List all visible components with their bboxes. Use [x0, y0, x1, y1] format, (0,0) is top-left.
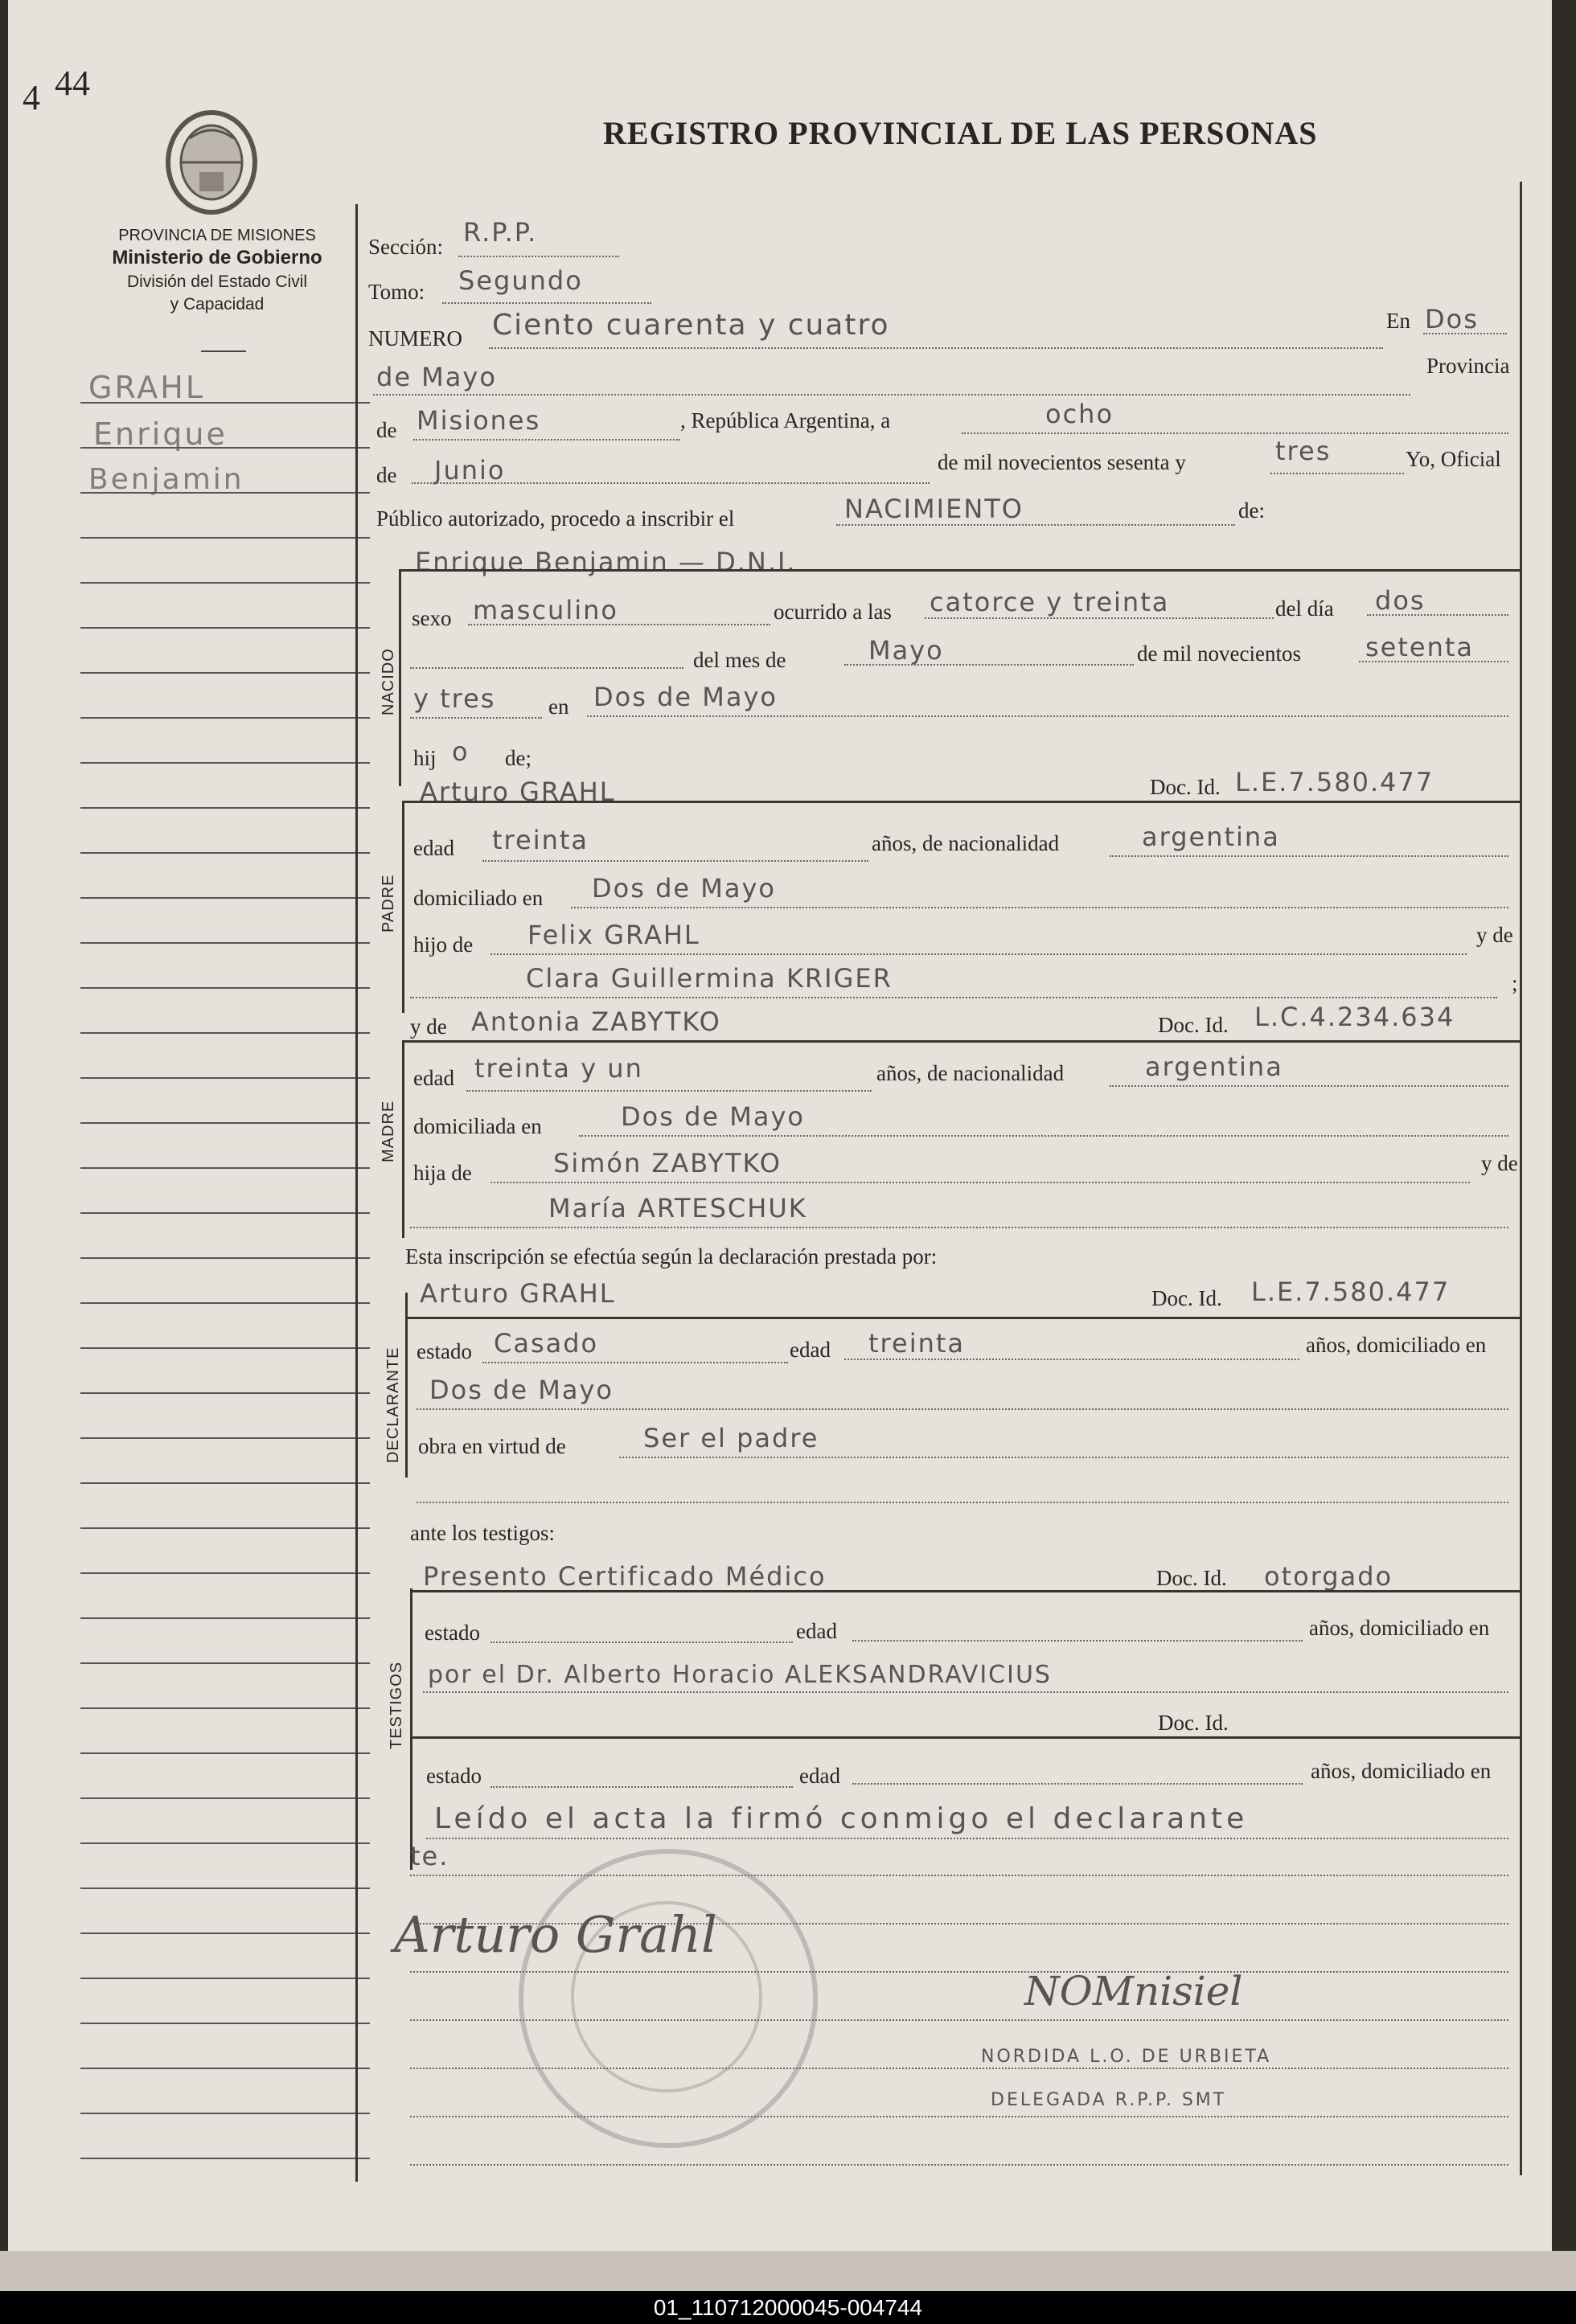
tomo-value: Segundo	[458, 265, 583, 296]
provincia-value: Misiones	[417, 405, 541, 436]
decl-doc-label: Doc. Id.	[1151, 1286, 1222, 1310]
madre-dom-label: domiciliada en	[413, 1114, 542, 1138]
cierre-line2-value: te.	[410, 1841, 449, 1871]
hij-label: hij	[413, 746, 437, 770]
padre-semicolon: ;	[1512, 971, 1518, 995]
dia-value: ocho	[1045, 399, 1114, 429]
declarante-side-label: DECLARANTE	[384, 1346, 402, 1463]
coat-of-arms-icon	[158, 106, 265, 219]
testigo2-estado-label: estado	[426, 1764, 482, 1788]
madre-y-de-label: y de	[410, 1014, 447, 1039]
anio-nac-1-value: setenta	[1365, 632, 1475, 662]
de-semicolon-label: de;	[505, 746, 531, 770]
nombre-value: Enrique Benjamin — D.N.I.	[415, 547, 797, 577]
decl-estado-value: Casado	[494, 1328, 599, 1359]
madre-y-de-end-label: y de	[1481, 1151, 1518, 1175]
page-title: REGISTRO PROVINCIAL DE LAS PERSONAS	[603, 115, 1318, 151]
hora-value: catorce y treinta	[930, 587, 1170, 617]
padre-edad-value: treinta	[492, 825, 589, 855]
seccion-label: Sección:	[368, 235, 443, 259]
del-mes-label: del mes de	[693, 648, 786, 672]
anio-value: tres	[1275, 436, 1332, 466]
lugar-cont-value: de Mayo	[376, 362, 497, 392]
testigos-bracket	[410, 1588, 412, 1870]
testigo2-edad-label: edad	[799, 1764, 840, 1788]
en-value: Dos	[1425, 304, 1479, 334]
page-edge	[0, 2251, 1576, 2291]
decl-estado-label: estado	[417, 1339, 472, 1363]
acto-value: NACIMIENTO	[844, 494, 1024, 524]
madre-hija-label: hija de	[413, 1161, 472, 1185]
madre-dom-value: Dos de Mayo	[621, 1101, 805, 1132]
testigos-label: ante los testigos:	[410, 1521, 555, 1545]
nacido-side-label: NACIDO	[380, 648, 397, 715]
padre-padre-value: Felix GRAHL	[527, 920, 700, 950]
cierre-line1-value: Leído el acta la firmó conmigo el declarante	[434, 1802, 1249, 1835]
decl-dom-value: Dos de Mayo	[429, 1375, 614, 1405]
letterhead-ministry: Ministerio de Gobierno	[112, 247, 322, 268]
lugar-nac-value: Dos de Mayo	[593, 682, 778, 712]
padre-side-label: PADRE	[380, 874, 397, 932]
letterhead-province: PROVINCIA DE MISIONES	[118, 227, 316, 244]
declaracion-label: Esta inscripción se efectúa según la declaración prestada por:	[405, 1244, 938, 1269]
margin-second-name: Benjamin	[88, 463, 244, 496]
madre-edad-label: edad	[413, 1066, 454, 1090]
testigo1-doc-label: Doc. Id.	[1156, 1566, 1227, 1590]
declarante-signature: Arturo Grahl	[394, 1905, 717, 1964]
obra-label: obra en virtud de	[418, 1434, 566, 1458]
de-label-2: de	[376, 463, 397, 487]
margin-surname: GRAHL	[88, 370, 206, 405]
decl-edad-value: treinta	[868, 1328, 966, 1359]
padre-nac-value: argentina	[1142, 822, 1280, 852]
testigo1-edad-label: edad	[796, 1619, 837, 1643]
padre-doc-value: L.E.7.580.477	[1235, 767, 1434, 797]
numero-label: NUMERO	[368, 326, 463, 350]
testigo1-value: Presento Certificado Médico	[423, 1561, 827, 1592]
footer-code: 01_110712000045-004744	[0, 2291, 1576, 2324]
padre-anos-label: años, de nacionalidad	[872, 831, 1060, 855]
obra-value: Ser el padre	[643, 1423, 819, 1453]
testigo1-anos-label: años, domiciliado en	[1309, 1616, 1490, 1640]
testigo1-doc-value: otorgado	[1264, 1561, 1393, 1592]
letterhead-division: División del Estado Civil	[126, 273, 308, 291]
testigo2-anos-label: años, domiciliado en	[1311, 1759, 1492, 1783]
madre-nac-value: argentina	[1145, 1051, 1283, 1082]
madre-doc-value: L.C.4.234.634	[1254, 1002, 1455, 1032]
certificate-page	[8, 0, 1552, 2251]
en-label: En	[1386, 309, 1410, 333]
sexo-value: masculino	[473, 595, 618, 625]
mes-value: Junio	[434, 455, 506, 486]
madre-nombre-value: Antonia ZABYTKO	[471, 1006, 721, 1037]
padre-hijo-label: hijo de	[413, 932, 474, 957]
decl-doc-value: L.E.7.580.477	[1251, 1277, 1451, 1307]
testigo1-cont-value: por el Dr. Alberto Horacio ALEKSANDRAVICIUS	[428, 1661, 1052, 1689]
madre-edad-value: treinta y un	[474, 1053, 643, 1084]
madre-bracket	[402, 1040, 404, 1238]
oficial-signature: NOMnisiel	[1024, 1968, 1243, 2015]
nacido-bracket	[399, 569, 401, 786]
padre-bracket	[402, 801, 404, 1013]
ocurrido-label: ocurrido a las	[774, 600, 892, 624]
republica-label: , República Argentina, a	[680, 408, 891, 432]
provincia-label: Provincia	[1426, 354, 1510, 378]
testigo1-estado-label: estado	[425, 1621, 480, 1645]
letterhead-rule	[201, 350, 246, 352]
mil-sesenta-label: de mil novecientos sesenta y	[938, 450, 1186, 474]
numero-value: Ciento cuarenta y cuatro	[492, 309, 890, 342]
dia-nac-value: dos	[1375, 585, 1426, 616]
madre-padre-value: Simón ZABYTKO	[553, 1148, 782, 1178]
padre-y-de-label: y de	[1476, 923, 1513, 947]
declarante-bracket	[405, 1293, 408, 1478]
oficial-cargo: DELEGADA R.P.P. SMT	[991, 2090, 1227, 2110]
seccion-value: R.P.P.	[463, 217, 538, 248]
publico-label: Público autorizado, procedo a inscribir el	[376, 506, 735, 531]
anio-nac-2-value: y tres	[413, 683, 496, 714]
de-colon-label: de:	[1238, 498, 1265, 523]
madre-side-label: MADRE	[380, 1100, 397, 1162]
decl-nombre-value: Arturo GRAHL	[420, 1278, 616, 1309]
testigos-side-label: TESTIGOS	[388, 1661, 405, 1749]
oficial-nombre: NORDIDA L.O. DE URBIETA	[981, 2047, 1272, 2067]
padre-madre-value: Clara Guillermina KRIGER	[526, 963, 893, 994]
letterhead-capacity: y Capacidad	[170, 295, 265, 314]
madre-madre-value: María ARTESCHUK	[548, 1193, 807, 1223]
testigo2-doc-label: Doc. Id.	[1158, 1711, 1229, 1735]
hij-suffix-value: o	[452, 736, 470, 767]
madre-doc-label: Doc. Id.	[1158, 1013, 1229, 1037]
decl-anos-label: años, domiciliado en	[1306, 1333, 1487, 1357]
main-right-border	[1520, 182, 1522, 2175]
margin-first-name: Enrique	[93, 416, 228, 452]
mil-nov-label: de mil novecientos	[1137, 641, 1301, 666]
tomo-label: Tomo:	[368, 280, 425, 304]
sexo-label: sexo	[412, 606, 452, 630]
de-label-1: de	[376, 418, 397, 442]
padre-edad-label: edad	[413, 836, 454, 860]
madre-anos-label: años, de nacionalidad	[876, 1061, 1065, 1085]
padre-dom-value: Dos de Mayo	[592, 873, 776, 904]
decl-edad-label: edad	[790, 1338, 831, 1362]
padre-nombre-value: Arturo GRAHL	[420, 777, 616, 807]
mes-nac-value: Mayo	[868, 635, 944, 666]
main-left-border	[355, 204, 358, 2182]
yo-oficial-label: Yo, Oficial	[1406, 447, 1501, 471]
padre-dom-label: domiciliado en	[413, 886, 544, 910]
page-number-right: 44	[55, 64, 90, 103]
page-number-left: 4	[23, 78, 40, 117]
en-lower-label: en	[548, 695, 569, 719]
del-dia-label: del día	[1275, 596, 1334, 621]
padre-doc-label: Doc. Id.	[1150, 775, 1221, 799]
